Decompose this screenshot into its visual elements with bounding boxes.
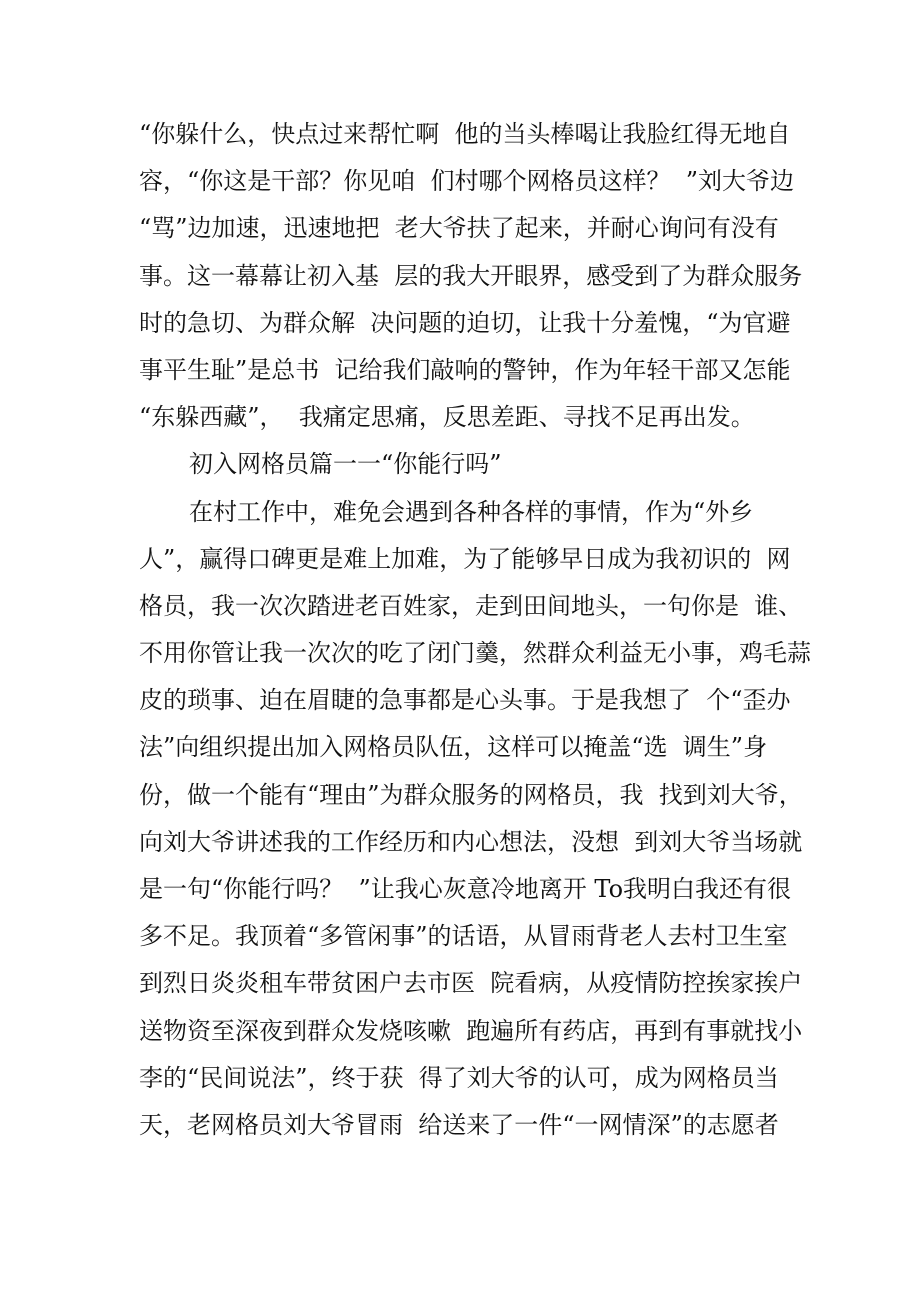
text-line: “东躲西藏”， 我痛定思痛，反思差距、寻找不足再出发。: [139, 403, 755, 432]
text-line: 事。这一幕幕让初入基 层的我大开眼界，感受到了为群众服务: [139, 261, 803, 290]
paragraph-start-line: 在村工作中，难免会遇到各种各样的事情，作为“外乡: [189, 497, 754, 526]
body-text: [139, 111, 819, 1149]
text-line: 格员，我一次次踏进老百姓家，走到田间地头，一句你是 谁、: [139, 591, 803, 620]
text-line: 李的“民间说法”，终于获 得了刘大爷的认可，成为网格员当: [139, 1063, 779, 1092]
text-line: 容，“你这是干部？你见咱 们村哪个网格员这样？ ”刘大爷边: [139, 167, 795, 196]
text-line: 不用你管让我一次次的吃了闭门羹，然群众利益无小事，鸡毛蒜: [139, 639, 811, 668]
text-line: 是一句“你能行吗？ ”让我心灰意冷地离开 To我明白我还有很: [139, 875, 792, 903]
text-line: 时的急切、为群众解 决问题的迫切，让我十分羞愧，“为官避: [139, 308, 791, 337]
text-line: 多不足。我顶着“多管闲事”的话语，从冒雨背老人去村卫生室: [139, 922, 788, 951]
text-line: 法”向组织提出加入网格员队伍，这样可以掩盖“选 调生”身: [139, 733, 768, 762]
text-line: 份，做一个能有“理由”为群众服务的网格员，我 找到刘大爷，: [139, 780, 803, 809]
text-line: 皮的琐事、迫在眉睫的急事都是心头事。于是我想了 个“歪办: [139, 686, 791, 715]
text-line: “你躲什么，快点过来帮忙啊 他的当头棒喝让我脸红得无地自: [139, 120, 791, 148]
text-line: 事平生耻”是总书 记给我们敲响的警钟，作为年轻干部又怎能: [139, 355, 791, 384]
text-line: “骂”边加速，迅速地把 老大爷扶了起来，并耐心询问有没有: [139, 214, 779, 243]
text-line: 到烈日炎炎租车带贫困户去市医 院看病，从疫情防控挨家挨户: [139, 969, 803, 998]
text-line: 向刘大爷讲述我的工作经历和内心想法，没想 到刘大爷当场就: [139, 827, 803, 856]
text-line: 人”，赢得口碑更是难上加难，为了能够早日成为我初识的 网: [139, 544, 791, 573]
text-line: 送物资至深夜到群众发烧咳嗽 跑遍所有药店，再到有事就找小: [139, 1016, 803, 1045]
section-heading: 初入网格员篇一一“你能行吗”: [189, 450, 502, 479]
text-line: 天，老网格员刘大爷冒雨 给送来了一件“一网情深”的志愿者: [139, 1110, 779, 1139]
